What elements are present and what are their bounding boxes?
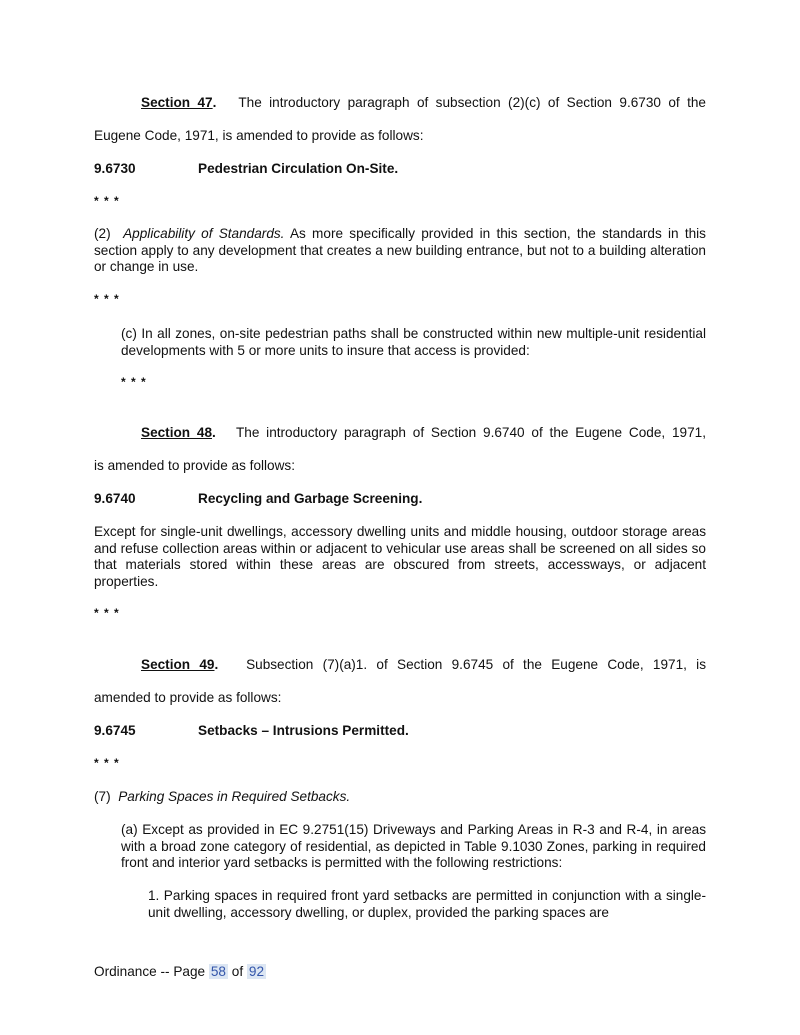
footer-prefix: Ordinance -- Page [94,964,206,979]
section-49-intro: Section 49. Subsection (7)(a)1. of Section 9.6745 of the Eugene Code, 1971, is [141,657,706,672]
section-48-intro: Section 48. The introductory paragraph of Section 9.6740 of the Eugene Code, 1971, [141,425,706,440]
section-49-label: Section 49 [141,657,215,672]
section-48-code: 9.6740 [94,491,136,506]
section-49-intro-cont: amended to provide as follows: [94,690,282,705]
section-47-label: Section 47 [141,95,213,110]
section-49-title: Setbacks – Intrusions Permitted. [198,723,409,738]
section-49-intro-text: Subsection (7)(a)1. of Section 9.6745 of the Eugene Code, 1971, is [246,657,706,672]
subsection-c: (c) In all zones, on-site pedestrian paths shall be constructed within new multiple-unit residential developments with 5 or more units to insure that access is provided: [121,326,706,358]
section-47-code: 9.6730 [94,161,136,176]
section-48-body: Except for single-unit dwellings, accessory dwelling units and middle housing, outdoor storage areas and refuse collection areas within or adjacent to vehicular use areas shall be screened on all sides so that materials stored within these areas are obscured from streets, accessways, or adjacent properties. [94,524,706,589]
subsection-2-title: Applicability of Standards. [123,226,285,241]
item-1: 1. Parking spaces in required front yard setbacks are permitted in conjunction with a single-unit dwelling, accessory dwelling, or duplex, provided the parking spaces are [148,888,706,920]
section-47-title: Pedestrian Circulation On-Site. [198,161,399,176]
section-48-heading [94,491,706,506]
section-47-intro-text: The introductory paragraph of subsection (2)(c) of Section 9.6730 of the [238,95,706,110]
subsection-7: (7) Parking Spaces in Required Setbacks. [94,789,351,804]
subsection-2-text: As more specifically provided in this section, the standards in this section apply to any development that creates a new building entrance, but not to a building alteration or change in use. [94,226,706,274]
subsection-a: (a) Except as provided in EC 9.2751(15) Driveways and Parking Areas in R-3 and R-4, in areas with a broad zone category of residential, as depicted in Table 9.1030 Zones, parking in required front and interior yard setbacks is permitted with the following restrictions: [121,822,706,870]
section-47-intro-cont: Eugene Code, 1971, is amended to provide as follows: [94,128,424,143]
ellipsis-stars: * * * [94,756,120,770]
footer-of: of [231,964,244,979]
section-49-code: 9.6745 [94,723,136,738]
section-47-heading [94,161,706,176]
subsection-7-title: Parking Spaces in Required Setbacks. [118,789,351,804]
page-footer [94,964,706,979]
ellipsis-stars: * * * [121,375,147,389]
section-47-intro: Section 47. The introductory paragraph of subsection (2)(c) of Section 9.6730 of the [141,95,706,110]
ellipsis-stars: * * * [94,194,120,208]
page-total: 92 [248,964,265,979]
section-48-intro-text: The introductory paragraph of Section 9.6740 of the Eugene Code, 1971, [235,425,706,440]
section-48-title: Recycling and Garbage Screening. [198,491,423,506]
section-48-intro-cont: is amended to provide as follows: [94,458,295,473]
section-49-heading [94,723,706,738]
ellipsis-stars: * * * [94,292,120,306]
section-48-label: Section 48 [141,425,213,440]
ellipsis-stars: * * * [94,606,120,620]
subsection-2: (2) Applicability of Standards. As more specifically provided in this section, the standards in this section apply to any development that creates a new building entrance, but not to a building alteration or change in use. [94,226,706,274]
page-number: 58 [210,964,226,979]
